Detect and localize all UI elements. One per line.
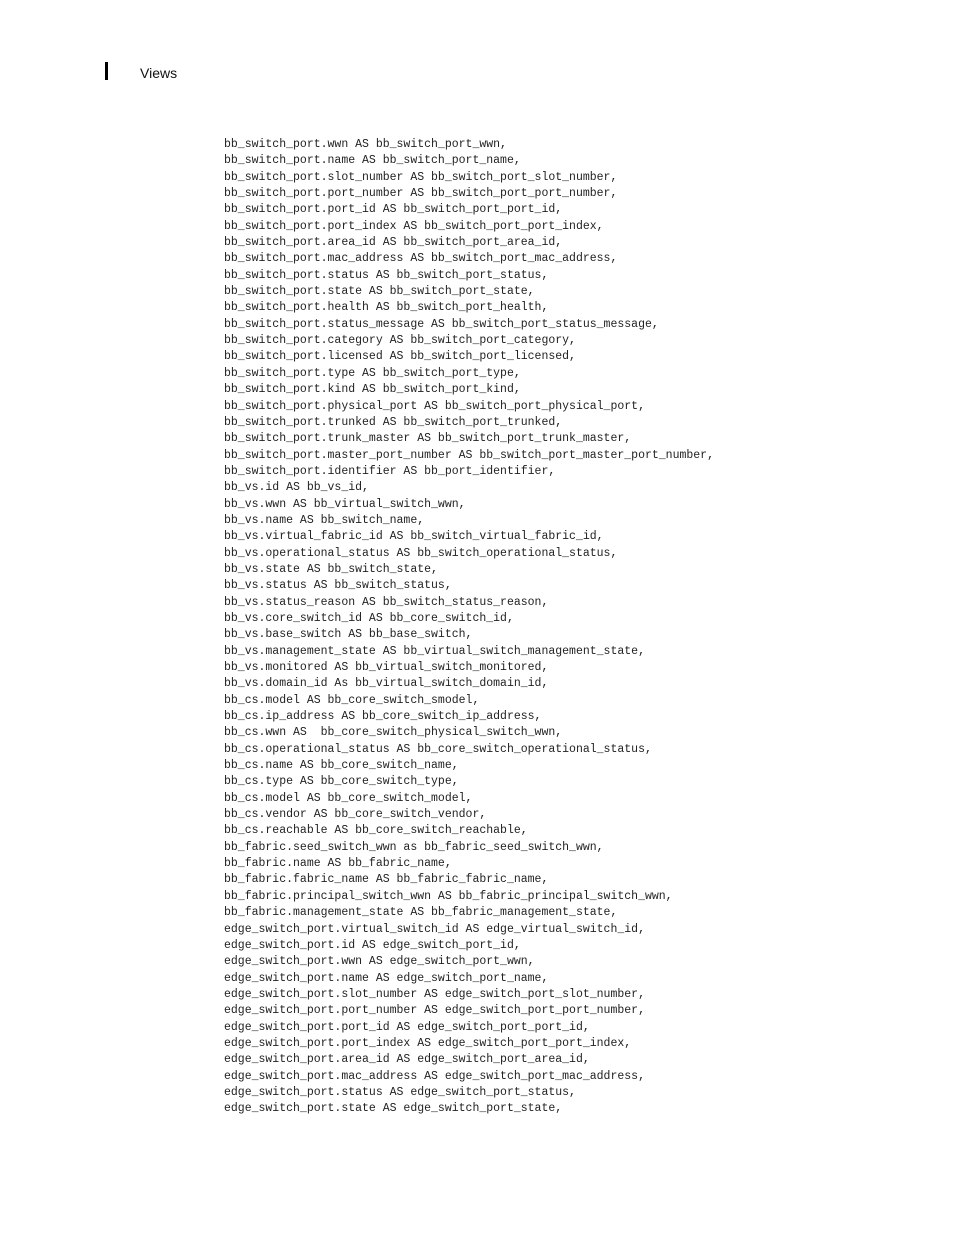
code-line: bb_cs.ip_address AS bb_core_switch_ip_address, (224, 710, 542, 724)
code-line: bb_vs.name AS bb_switch_name, (224, 513, 425, 527)
code-line: bb_vs.operational_status AS bb_switch_operational_status, (224, 546, 618, 560)
code-line: bb_cs.model AS bb_core_switch_smodel, (224, 693, 480, 707)
code-line: bb_vs.state AS bb_switch_state, (224, 562, 438, 576)
code-line: bb_switch_port.master_port_number AS bb_switch_port_master_port_number, (224, 448, 714, 462)
margin-change-bar (105, 62, 108, 80)
code-line: edge_switch_port.status AS edge_switch_port_status, (224, 1085, 576, 1099)
code-line: bb_vs.status_reason AS bb_switch_status_reason, (224, 595, 549, 609)
code-line: edge_switch_port.wwn AS edge_switch_port_wwn, (224, 955, 535, 969)
code-line: bb_fabric.fabric_name AS bb_fabric_fabric_name, (224, 873, 549, 887)
code-line: bb_switch_port.trunked AS bb_switch_port_trunked, (224, 415, 563, 429)
code-line: edge_switch_port.name AS edge_switch_port_name, (224, 971, 549, 985)
code-line: bb_switch_port.area_id AS bb_switch_port_area_id, (224, 236, 563, 250)
code-line: bb_fabric.seed_switch_wwn as bb_fabric_seed_switch_wwn, (224, 840, 604, 854)
code-line: bb_switch_port.status AS bb_switch_port_status, (224, 268, 549, 282)
code-line: bb_switch_port.identifier AS bb_port_identifier, (224, 464, 556, 478)
code-line: bb_cs.vendor AS bb_core_switch_vendor, (224, 808, 487, 822)
code-line: bb_vs.management_state AS bb_virtual_switch_management_state, (224, 644, 645, 658)
code-line: bb_vs.core_switch_id AS bb_core_switch_id, (224, 611, 514, 625)
code-line: edge_switch_port.port_id AS edge_switch_port_port_id, (224, 1020, 590, 1034)
code-line: bb_switch_port.mac_address AS bb_switch_port_mac_address, (224, 252, 618, 266)
code-line: edge_switch_port.id AS edge_switch_port_id, (224, 938, 521, 952)
code-line: bb_switch_port.port_number AS bb_switch_port_port_number, (224, 187, 618, 201)
code-line: bb_switch_port.health AS bb_switch_port_health, (224, 301, 549, 315)
code-line: bb_switch_port.status_message AS bb_switch_port_status_message, (224, 317, 659, 331)
code-line: edge_switch_port.slot_number AS edge_switch_port_slot_number, (224, 987, 645, 1001)
code-line: bb_switch_port.port_index AS bb_switch_port_port_index, (224, 219, 604, 233)
code-line: edge_switch_port.area_id AS edge_switch_port_area_id, (224, 1053, 590, 1067)
code-line: bb_vs.domain_id As bb_virtual_switch_domain_id, (224, 677, 549, 691)
code-line: bb_fabric.principal_switch_wwn AS bb_fabric_principal_switch_wwn, (224, 889, 673, 903)
code-line: bb_cs.name AS bb_core_switch_name, (224, 759, 459, 773)
code-line: bb_cs.model AS bb_core_switch_model, (224, 791, 473, 805)
code-line: bb_switch_port.trunk_master AS bb_switch_port_trunk_master, (224, 432, 632, 446)
code-line: bb_fabric.management_state AS bb_fabric_management_state, (224, 906, 618, 920)
code-line: bb_switch_port.type AS bb_switch_port_type, (224, 366, 521, 380)
code-line: bb_switch_port.kind AS bb_switch_port_kind, (224, 383, 521, 397)
code-line: bb_vs.monitored AS bb_virtual_switch_monitored, (224, 661, 549, 674)
code-line: edge_switch_port.state AS edge_switch_port_state, (224, 1102, 563, 1116)
code-line: bb_vs.wwn AS bb_virtual_switch_wwn, (224, 497, 466, 511)
code-line: bb_cs.wwn AS bb_core_switch_physical_switch_wwn, (224, 726, 563, 740)
code-line: bb_switch_port.physical_port AS bb_switch_port_physical_port, (224, 399, 645, 413)
code-line: bb_vs.status AS bb_switch_status, (224, 579, 452, 593)
sql-code-listing (224, 137, 714, 1118)
code-line: edge_switch_port.port_index AS edge_switch_port_port_index, (224, 1036, 632, 1050)
section-title: Views (140, 65, 178, 81)
code-line: bb_switch_port.category AS bb_switch_port_category, (224, 334, 576, 348)
code-line: bb_cs.type AS bb_core_switch_type, (224, 775, 459, 789)
code-line: bb_switch_port.licensed AS bb_switch_port_licensed, (224, 350, 576, 364)
code-line: bb_vs.id AS bb_vs_id, (224, 481, 369, 495)
code-line: bb_switch_port.slot_number AS bb_switch_port_slot_number, (224, 170, 618, 184)
code-line: bb_switch_port.state AS bb_switch_port_state, (224, 285, 535, 299)
code-line: bb_switch_port.wwn AS bb_switch_port_wwn, (224, 138, 507, 151)
code-line: edge_switch_port.mac_address AS edge_switch_port_mac_address, (224, 1069, 645, 1083)
code-line: bb_switch_port.port_id AS bb_switch_port_port_id, (224, 203, 563, 217)
code-line: bb_cs.operational_status AS bb_core_switch_operational_status, (224, 742, 652, 756)
code-line: bb_fabric.name AS bb_fabric_name, (224, 857, 452, 871)
code-line: edge_switch_port.virtual_switch_id AS edge_virtual_switch_id, (224, 922, 645, 936)
code-line: bb_vs.base_switch AS bb_base_switch, (224, 628, 473, 642)
code-line: bb_vs.virtual_fabric_id AS bb_switch_virtual_fabric_id, (224, 530, 604, 544)
code-line: bb_switch_port.name AS bb_switch_port_name, (224, 154, 521, 168)
code-line: edge_switch_port.port_number AS edge_switch_port_port_number, (224, 1004, 645, 1018)
code-line: bb_cs.reachable AS bb_core_switch_reachable, (224, 824, 528, 838)
